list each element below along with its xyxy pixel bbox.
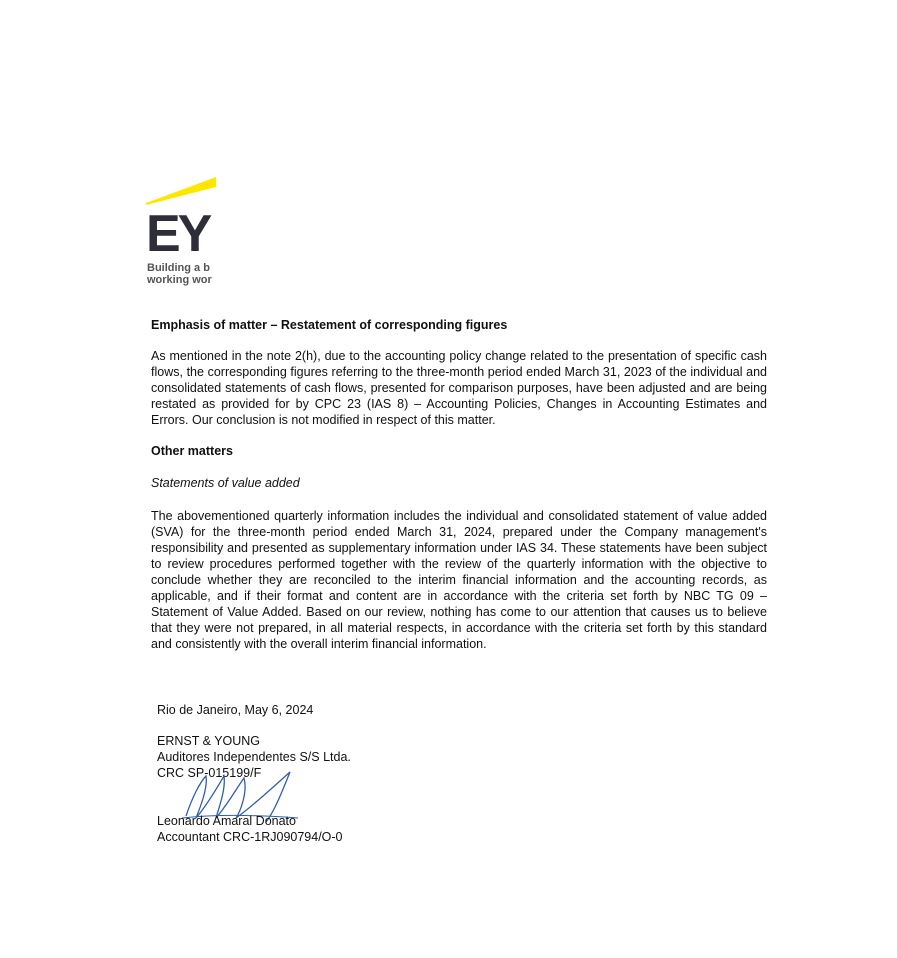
signer-crc: Accountant CRC-1RJ090794/O-0 — [157, 830, 343, 844]
firm-full-name: Auditores Independentes S/S Ltda. — [157, 750, 351, 764]
signer-name: Leonardo Amaral Donato — [157, 814, 296, 828]
firm-crc: CRC SP-015199/F — [157, 766, 262, 780]
logo-tagline-line2: working wor — [147, 274, 212, 286]
emphasis-heading: Emphasis of matter – Restatement of corresponding figures — [151, 318, 508, 332]
emphasis-paragraph: As mentioned in the note 2(h), due to the accounting policy change related to the presentation of specific cash flows, the corresponding figures referring to the three-month period ended March 31, 2023 of the individual and consolidated statements of cash flows, presented for comparison purposes, have been adjusted and are being restated as provided for by CPC 23 (IAS 8) – Accounting Policies, Changes in Accounting Estimates and Errors. Our conclusion is not modified in respect of this matter. — [151, 349, 767, 427]
ey-yellow-beam-icon — [146, 175, 218, 205]
sva-paragraph: The abovementioned quarterly information includes the individual and consolidated statement of value added (SVA) for the three-month period ended March 31, 2024, prepared under the Company management's responsibility and presented as supplementary information under IAS 34. These statements have been subject to review procedures performed together with the review of the quarterly information with the objective to conclude whether they are reconciled to the interim financial information and the accounting records, as applicable, and if their format and content are in accordance with the criteria set forth by NBC TG 09 – Statement of Value Added. Based on our review, nothing has come to our attention that causes us to believe that they were not prepared, in all material respects, in accordance with the criteria set forth by this standard and consistently with the overall interim financial information. — [151, 509, 767, 651]
sva-subheading: Statements of value added — [151, 476, 300, 490]
place-date: Rio de Janeiro, May 6, 2024 — [157, 703, 314, 717]
other-matters-heading: Other matters — [151, 444, 233, 458]
logo-brand: EY — [146, 205, 210, 263]
logo-tagline — [147, 262, 212, 286]
logo-tagline-line1: Building a b — [147, 262, 210, 274]
firm-name: ERNST & YOUNG — [157, 734, 261, 748]
ey-logo — [146, 175, 218, 290]
